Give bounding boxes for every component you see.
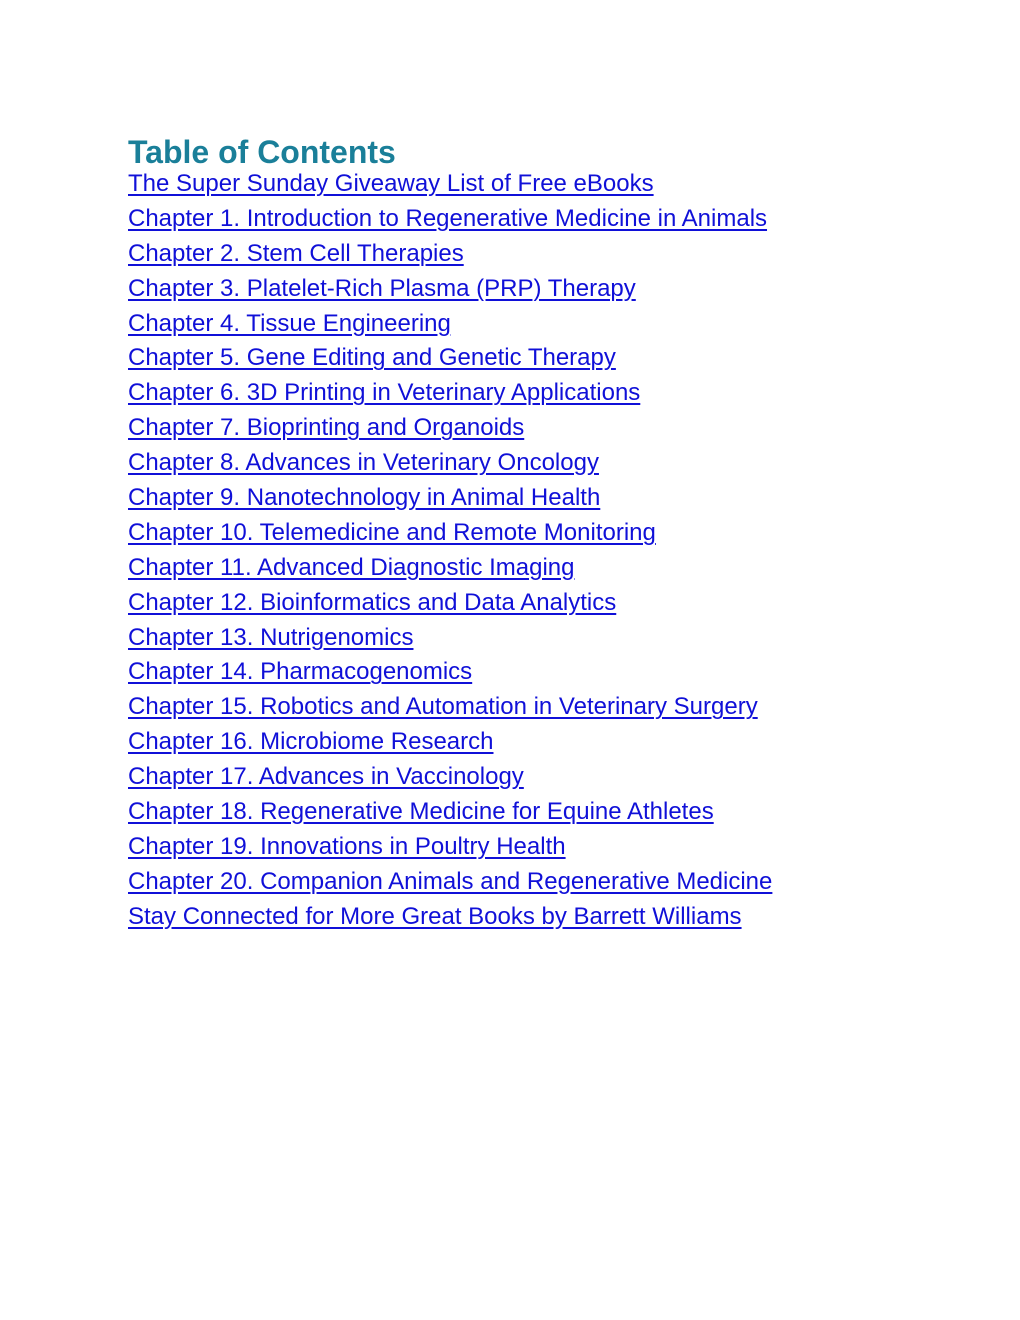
toc-link-chapter-8[interactable]: Chapter 8. Advances in Veterinary Oncology (128, 449, 599, 477)
toc-entry (128, 725, 928, 760)
toc-link-chapter-14[interactable]: Chapter 14. Pharmacogenomics (128, 658, 473, 686)
toc-link-chapter-15[interactable]: Chapter 15. Robotics and Automation in Veterinary Surgery (128, 693, 758, 721)
toc-link-chapter-4[interactable]: Chapter 4. Tissue Engineering (128, 309, 451, 337)
toc-link-chapter-18[interactable]: Chapter 18. Regenerative Medicine for Equine Athletes (128, 798, 714, 826)
toc-link-stay-connected[interactable]: Stay Connected for More Great Books by Barrett Williams (128, 902, 742, 930)
toc-entry (128, 830, 928, 865)
toc-entry (128, 411, 928, 446)
toc-link-chapter-2[interactable]: Chapter 2. Stem Cell Therapies (128, 239, 464, 267)
toc-entry (128, 900, 928, 935)
toc-link-chapter-7[interactable]: Chapter 7. Bioprinting and Organoids (128, 414, 525, 442)
toc-entry (128, 516, 928, 551)
toc-entry (128, 655, 928, 690)
toc-link-giveaway[interactable]: The Super Sunday Giveaway List of Free eBooks (128, 170, 654, 197)
toc-link-chapter-19[interactable]: Chapter 19. Innovations in Poultry Health (128, 832, 566, 860)
toc-entry (128, 272, 928, 307)
toc-entry (128, 551, 928, 586)
toc-entry (128, 167, 928, 202)
toc-link-chapter-1[interactable]: Chapter 1. Introduction to Regenerative Medicine in Animals (128, 204, 768, 232)
toc-title: Table of Contents (128, 134, 396, 170)
toc-entry (128, 621, 928, 656)
toc-link-chapter-9[interactable]: Chapter 9. Nanotechnology in Animal Health (128, 484, 601, 512)
toc-entry (128, 237, 928, 272)
toc-link-chapter-5[interactable]: Chapter 5. Gene Editing and Genetic Therapy (128, 344, 616, 372)
toc-entry (128, 586, 928, 621)
toc-entry (128, 202, 928, 237)
toc-entry (128, 376, 928, 411)
toc-link-chapter-3[interactable]: Chapter 3. Platelet-Rich Plasma (PRP) Therapy (128, 274, 636, 302)
toc-link-chapter-12[interactable]: Chapter 12. Bioinformatics and Data Analytics (128, 588, 617, 616)
toc-link-chapter-10[interactable]: Chapter 10. Telemedicine and Remote Monitoring (128, 518, 656, 546)
toc-link-chapter-17[interactable]: Chapter 17. Advances in Vaccinology (128, 763, 524, 791)
toc-entry (128, 307, 928, 342)
toc-entry (128, 795, 928, 830)
document-page (128, 133, 928, 935)
toc-entry (128, 446, 928, 481)
toc-link-chapter-13[interactable]: Chapter 13. Nutrigenomics (128, 623, 414, 651)
toc-list (128, 167, 928, 935)
toc-entry (128, 760, 928, 795)
toc-link-chapter-16[interactable]: Chapter 16. Microbiome Research (128, 728, 494, 756)
toc-link-chapter-6[interactable]: Chapter 6. 3D Printing in Veterinary Applications (128, 379, 641, 407)
toc-entry (128, 341, 928, 376)
toc-entry (128, 481, 928, 516)
toc-entry (128, 690, 928, 725)
toc-link-chapter-20[interactable]: Chapter 20. Companion Animals and Regenerative Medicine (128, 867, 773, 895)
toc-link-chapter-11[interactable]: Chapter 11. Advanced Diagnostic Imaging (128, 553, 575, 581)
toc-entry (128, 865, 928, 900)
